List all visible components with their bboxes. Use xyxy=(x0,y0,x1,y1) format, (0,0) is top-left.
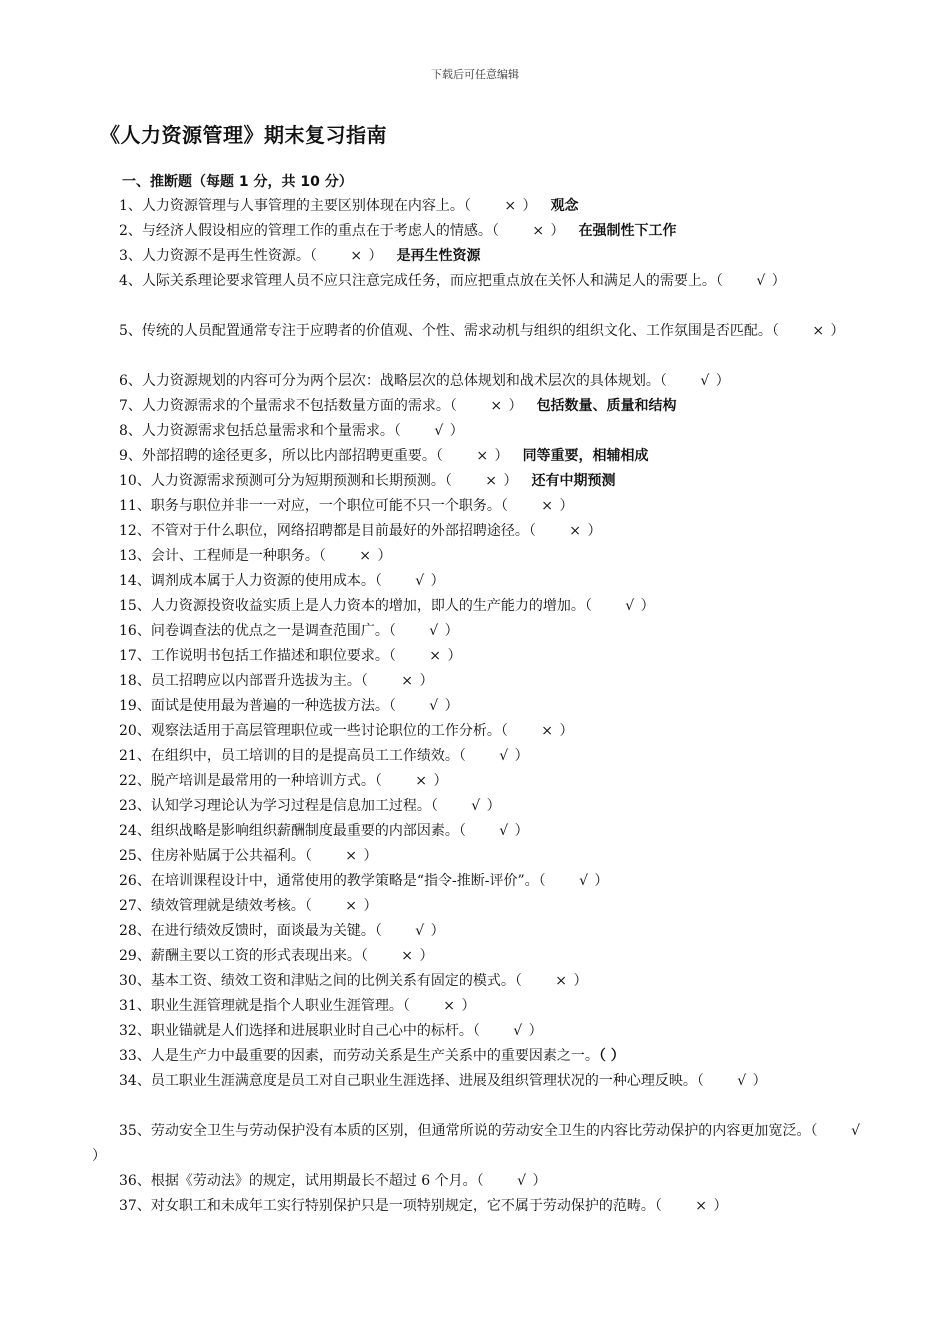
question-text: 会计、工程师是一种职务。 xyxy=(150,548,319,564)
question-item: 28、在进行绩效反馈时，面谈最为关键。（ √ ） xyxy=(92,919,862,944)
question-item: 8、人力资源需求包括总量需求和个量需求。（ √ ） xyxy=(92,419,862,444)
question-number: 14、 xyxy=(119,573,151,589)
question-item: 35、劳动安全卫生与劳动保护没有本质的区别，但通常所说的劳动安全卫生的内容比劳动保护的内容更加宽泛。（ √ ） xyxy=(92,1119,862,1169)
question-number: 9、 xyxy=(119,448,142,464)
question-number: 2、 xyxy=(119,223,142,239)
question-item: 32、职业锚就是人们选择和进展职业时自己心中的标杆。（ √ ） xyxy=(92,1019,862,1044)
question-item: 20、观察法适用于高层管理职位或一些讨论职位的工作分析。（ × ） xyxy=(92,719,862,744)
question-number: 33、 xyxy=(119,1048,151,1064)
question-item: 36、根据《劳动法》的规定，试用期最长不超过 6 个月。（ √ ） xyxy=(92,1169,862,1194)
answer-mark: × xyxy=(485,473,498,489)
section-heading: 一、推断题（每题 1 分，共 10 分） xyxy=(122,174,353,190)
answer-mark: × xyxy=(569,523,582,539)
question-number: 19、 xyxy=(119,698,151,714)
question-number: 12、 xyxy=(119,523,151,539)
answer-mark: √ xyxy=(415,573,425,589)
answer-mark: × xyxy=(401,673,414,689)
answer-mark: × xyxy=(443,998,456,1014)
question-number: 7、 xyxy=(119,398,142,414)
answer-mark: × xyxy=(541,723,554,739)
question-text: 问卷调查法的优点之一是调查范围广。 xyxy=(150,623,389,639)
question-text: 根据《劳动法》的规定，试用期最长不超过 6 个月。 xyxy=(150,1173,477,1189)
answer-correction: 还有中期预测 xyxy=(531,473,616,489)
question-item: 27、绩效管理就是绩效考核。（ × ） xyxy=(92,894,862,919)
answer-mark: × xyxy=(812,323,825,339)
question-number: 26、 xyxy=(119,873,151,889)
answer-mark: √ xyxy=(434,423,444,439)
question-text: 员工职业生涯满意度是员工对自己职业生涯选择、进展及组织管理状况的一种心理反映。 xyxy=(150,1073,697,1089)
answer-mark: √ xyxy=(513,1023,523,1039)
question-text: 人力资源需求的个量需求不包括数量方面的需求。 xyxy=(141,398,450,414)
question-number: 32、 xyxy=(119,1023,151,1039)
question-number: 17、 xyxy=(119,648,151,664)
answer-mark: × xyxy=(429,648,442,664)
question-number: 31、 xyxy=(119,998,151,1014)
answer-mark: √ xyxy=(429,623,439,639)
question-text: 人力资源规划的内容可分为两个层次：战略层次的总体规划和战术层次的具体规划。 xyxy=(141,373,660,389)
question-number: 6、 xyxy=(119,373,142,389)
question-number: 3、 xyxy=(119,248,142,264)
question-item: 16、问卷调查法的优点之一是调查范围广。（ √ ） xyxy=(92,619,862,644)
question-text: 组织战略是影响组织薪酬制度最重要的内部因素。 xyxy=(150,823,459,839)
question-number: 36、 xyxy=(119,1173,151,1189)
answer-mark: √ xyxy=(625,598,635,614)
question-item: 18、员工招聘应以内部晋升选拔为主。（ × ） xyxy=(92,669,862,694)
answer-mark: × xyxy=(490,398,503,414)
page-header: 下载后可任意编辑 xyxy=(431,68,519,81)
question-text: 职业锚就是人们选择和进展职业时自己心中的标杆。 xyxy=(150,1023,473,1039)
question-text: 传统的人员配置通常专注于应聘者的价值观、个性、需求动机与组织的组织文化、工作氛围是否匹配。 xyxy=(141,323,772,339)
question-number: 23、 xyxy=(119,798,151,814)
answer-mark: √ xyxy=(737,1073,747,1089)
answer-mark: × xyxy=(401,948,414,964)
answer-mark: × xyxy=(415,773,428,789)
question-item: 22、脱产培训是最常用的一种培训方式。（ × ） xyxy=(92,769,862,794)
question-number: 16、 xyxy=(119,623,151,639)
question-item: 2、与经济人假设相应的管理工作的重点在于考虑人的情感。（ × ） 在强制性下工作 xyxy=(92,219,862,244)
question-number: 8、 xyxy=(119,423,142,439)
question-text: 观察法适用于高层管理职位或一些讨论职位的工作分析。 xyxy=(150,723,501,739)
question-number: 1、 xyxy=(119,198,142,214)
question-text: 人是生产力中最重要的因素，而劳动关系是生产关系中的重要因素之一。 xyxy=(150,1048,599,1064)
question-text: 人力资源需求包括总量需求和个量需求。 xyxy=(141,423,394,439)
question-item: 25、住房补贴属于公共福利。（ × ） xyxy=(92,844,862,869)
question-number: 27、 xyxy=(119,898,151,914)
question-item: 13、会计、工程师是一种职务。（ × ） xyxy=(92,544,862,569)
answer-mark: × xyxy=(504,198,517,214)
question-number: 29、 xyxy=(119,948,151,964)
answer-mark: × xyxy=(345,848,358,864)
answer-correction: 同等重要，相辅相成 xyxy=(522,448,649,464)
question-item: 29、薪酬主要以工资的形式表现出来。（ × ） xyxy=(92,944,862,969)
answer-mark: √ xyxy=(471,798,481,814)
question-text: 面试是使用最为普遍的一种选拔方法。 xyxy=(150,698,389,714)
answer-correction: 是再生性资源 xyxy=(396,248,481,264)
answer-mark: √ xyxy=(700,373,710,389)
answer-mark: × xyxy=(476,448,489,464)
question-item: 19、面试是使用最为普遍的一种选拔方法。（ √ ） xyxy=(92,694,862,719)
answer-mark: × xyxy=(350,248,363,264)
question-number: 15、 xyxy=(119,598,151,614)
document-title: 《人力资源管理》期末复习指南 xyxy=(100,123,387,147)
question-text: 认知学习理论认为学习过程是信息加工过程。 xyxy=(150,798,431,814)
answer-mark: × xyxy=(541,498,554,514)
answer-mark: √ xyxy=(756,273,766,289)
question-text: 人际关系理论要求管理人员不应只注意完成任务，而应把重点放在关怀人和满足人的需要上。 xyxy=(141,273,716,289)
question-text: 在组织中，员工培训的目的是提高员工工作绩效。 xyxy=(150,748,459,764)
answer-mark: × xyxy=(532,223,545,239)
question-number: 22、 xyxy=(119,773,151,789)
question-text: 在培训课程设计中，通常使用的教学策略是“指令-推断-评价”。 xyxy=(150,873,539,889)
question-item: 12、不管对于什么职位，网络招聘都是目前最好的外部招聘途径。（ × ） xyxy=(92,519,862,544)
question-text: 工作说明书包括工作描述和职位要求。 xyxy=(150,648,389,664)
answer-correction: 包括数量、质量和结构 xyxy=(536,398,677,414)
question-text: 人力资源管理与人事管理的主要区别体现在内容上。 xyxy=(141,198,464,214)
answer-mark: √ xyxy=(429,698,439,714)
question-item: 1、人力资源管理与人事管理的主要区别体现在内容上。（ × ） 观念 xyxy=(92,194,862,219)
answer-mark: √ xyxy=(851,1123,860,1139)
question-number: 24、 xyxy=(119,823,151,839)
question-number: 18、 xyxy=(119,673,151,689)
question-number: 11、 xyxy=(119,498,151,514)
question-number: 25、 xyxy=(119,848,151,864)
answer-mark: √ xyxy=(499,823,509,839)
question-text: 劳动安全卫生与劳动保护没有本质的区别，但通常所说的劳动安全卫生的内容比劳动保护的内容更加宽泛。 xyxy=(150,1123,811,1139)
question-text: 调剂成本属于人力资源的使用成本。 xyxy=(150,573,375,589)
question-item: 37、对女职工和未成年工实行特别保护只是一项特别规定，它不属于劳动保护的范畴。（ × ） xyxy=(92,1194,862,1219)
question-number: 37、 xyxy=(119,1198,151,1214)
question-text: 员工招聘应以内部晋升选拔为主。 xyxy=(150,673,361,689)
answer-mark: × xyxy=(359,548,372,564)
question-text: 对女职工和未成年工实行特别保护只是一项特别规定，它不属于劳动保护的范畴。 xyxy=(150,1198,655,1214)
answer-correction: 在强制性下工作 xyxy=(578,223,677,239)
question-text: 人力资源不是再生性资源。 xyxy=(141,248,310,264)
question-item: 31、职业生涯管理就是指个人职业生涯管理。（ × ） xyxy=(92,994,862,1019)
question-number: 5、 xyxy=(119,323,142,339)
question-number: 21、 xyxy=(119,748,151,764)
question-number: 30、 xyxy=(119,973,151,989)
answer-mark: × xyxy=(345,898,358,914)
question-item: 10、人力资源需求预测可分为短期预测和长期预测。（ × ） 还有中期预测 xyxy=(92,469,862,494)
question-text: 在进行绩效反馈时，面谈最为关键。 xyxy=(150,923,375,939)
question-item: 11、职务与职位并非一一对应，一个职位可能不只一个职务。（ × ） xyxy=(92,494,862,519)
answer-mark: × xyxy=(555,973,568,989)
question-text: 人力资源需求预测可分为短期预测和长期预测。 xyxy=(150,473,445,489)
question-item: 24、组织战略是影响组织薪酬制度最重要的内部因素。（ √ ） xyxy=(92,819,862,844)
question-number: 13、 xyxy=(119,548,151,564)
answer-mark: √ xyxy=(499,748,509,764)
question-text: 基本工资、绩效工资和津贴之间的比例关系有固定的模式。 xyxy=(150,973,515,989)
question-text: 住房补贴属于公共福利。 xyxy=(150,848,305,864)
answer-mark: √ xyxy=(517,1173,527,1189)
question-number: 34、 xyxy=(119,1073,151,1089)
question-text: 职务与职位并非一一对应，一个职位可能不只一个职务。 xyxy=(150,498,501,514)
question-item: 4、人际关系理论要求管理人员不应只注意完成任务，而应把重点放在关怀人和满足人的需要上。（ √ ） xyxy=(92,269,862,294)
question-item: 5、传统的人员配置通常专注于应聘者的价值观、个性、需求动机与组织的组织文化、工作氛围是否匹配。（ × ） xyxy=(92,319,862,344)
question-item: 14、调剂成本属于人力资源的使用成本。（ √ ） xyxy=(92,569,862,594)
answer-correction: 观念 xyxy=(550,198,579,214)
question-number: 10、 xyxy=(119,473,151,489)
question-item: 21、在组织中，员工培训的目的是提高员工工作绩效。（ √ ） xyxy=(92,744,862,769)
answer-mark: √ xyxy=(579,873,588,889)
question-item: 26、在培训课程设计中，通常使用的教学策略是“指令-推断-评价”。（ √ ） xyxy=(92,869,862,894)
question-number: 35、 xyxy=(119,1123,151,1139)
question-text: 职业生涯管理就是指个人职业生涯管理。 xyxy=(150,998,403,1014)
question-number: 20、 xyxy=(119,723,151,739)
question-item: 7、人力资源需求的个量需求不包括数量方面的需求。（ × ） 包括数量、质量和结构 xyxy=(92,394,862,419)
question-number: 28、 xyxy=(119,923,151,939)
question-text: 薪酬主要以工资的形式表现出来。 xyxy=(150,948,361,964)
question-text: 与经济人假设相应的管理工作的重点在于考虑人的情感。 xyxy=(141,223,492,239)
question-text: 人力资源投资收益实质上是人力资本的增加，即人的生产能力的增加。 xyxy=(150,598,585,614)
question-text: 不管对于什么职位，网络招聘都是目前最好的外部招聘途径。 xyxy=(150,523,529,539)
question-item: 15、人力资源投资收益实质上是人力资本的增加，即人的生产能力的增加。（ √ ） xyxy=(92,594,862,619)
question-item: 6、人力资源规划的内容可分为两个层次：战略层次的总体规划和战术层次的具体规划。（ √ ） xyxy=(92,369,862,394)
question-text: 绩效管理就是绩效考核。 xyxy=(150,898,305,914)
question-item: 34、员工职业生涯满意度是员工对自己职业生涯选择、进展及组织管理状况的一种心理反映。（ √ ） xyxy=(92,1069,862,1094)
question-item: 9、外部招聘的途径更多，所以比内部招聘更重要。（ × ） 同等重要，相辅相成 xyxy=(92,444,862,469)
answer-mark: √ xyxy=(415,923,425,939)
question-number: 4、 xyxy=(119,273,142,289)
answer-mark: × xyxy=(695,1198,708,1214)
question-text: 外部招聘的途径更多，所以比内部招聘更重要。 xyxy=(141,448,436,464)
question-item: 33、人是生产力中最重要的因素，而劳动关系是生产关系中的重要因素之一。（ ） xyxy=(119,1048,625,1064)
question-item: 23、认知学习理论认为学习过程是信息加工过程。（ √ ） xyxy=(92,794,862,819)
question-item: 17、工作说明书包括工作描述和职位要求。（ × ） xyxy=(92,644,862,669)
question-text: 脱产培训是最常用的一种培训方式。 xyxy=(150,773,375,789)
question-item: 3、人力资源不是再生性资源。（ × ） 是再生性资源 xyxy=(92,244,862,269)
question-item: 30、基本工资、绩效工资和津贴之间的比例关系有固定的模式。（ × ） xyxy=(92,969,862,994)
